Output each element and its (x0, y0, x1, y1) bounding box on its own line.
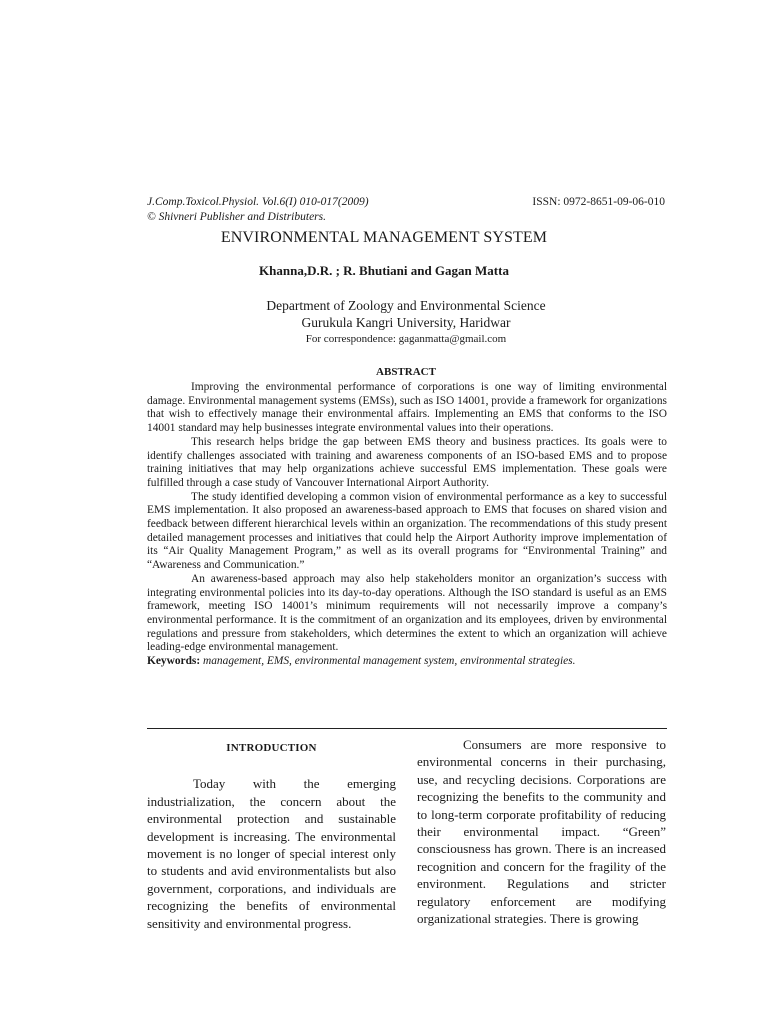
abstract-body (147, 381, 667, 669)
abstract-paragraph: Improving the environmental performance of corporations is one way of limiting environmental damage. Environmental management systems (EMSs), such as ISO 14001, provide a framework for organizations that wish to effectively manage their environmental affairs. Implementing an EMS that conforms to the ISO 14001 standard may help businesses integrate environmental values into their operations. (147, 381, 667, 435)
right-column (417, 736, 666, 927)
body-paragraph: Consumers are more responsive to environmental concerns in their purchasing, use, and recycling decisions. Corporations are recognizing the benefits to the community and to long-term corporate profitability of reducing their environmental impact. “Green” consciousness has grown. There is an increased recognition and concern for the fragility of the environment. Regulations and stricter regulatory enforcement are modifying organizational strategies. There is growing (417, 737, 666, 927)
abstract-heading: ABSTRACT (376, 366, 436, 378)
issn: ISSN: 0972-8651-09-06-010 (532, 196, 665, 208)
correspondence: For correspondence: gaganmatta@gmail.com (305, 333, 507, 345)
university: Gurukula Kangri University, Haridwar (301, 315, 511, 330)
keywords-label: Keywords: (147, 655, 201, 668)
publisher-line: © Shivneri Publisher and Distributers. (147, 211, 326, 223)
keywords (147, 655, 667, 669)
affiliation (0, 297, 768, 331)
department: Department of Zoology and Environmental Science (266, 298, 546, 313)
paper-title: ENVIRONMENTAL MANAGEMENT SYSTEM (220, 229, 548, 246)
introduction-paragraph: Today with the emerging industrialization, the concern about the environmental protection and sustainable development is increasing. The environmental movement is no longer of special interest only to students and avid environmentalists but also government, corporations, and individuals are recognizing the benefits of environmental sensitivity and environmental progress. (147, 776, 396, 931)
left-column (147, 736, 396, 932)
journal-citation (147, 195, 369, 225)
author-list: Khanna,D.R. ; R. Bhutiani and Gagan Matta (259, 263, 509, 278)
journal-reference: J.Comp.Toxicol.Physiol. Vol.6(I) 010-017(2009) (147, 196, 369, 208)
abstract-paragraph: The study identified developing a common vision of environmental performance as a key to successful EMS implementation. It also proposed an awareness-based approach to EMS that focuses on shared vision and feedback between different hierarchical levels within an organization. The recommendations of this study present detailed management processes and initiatives that could help the Airport Authority improve implementation of its “Air Quality Management Program,” as well as its overall programs for “Environmental Training” and “Awareness and Communication.” (147, 490, 667, 572)
abstract-paragraph: This research helps bridge the gap between EMS theory and business practices. Its goals were to identify challenges associated with training and awareness components of an ISO-based EMS and to propose training initiatives that may help organizations achieve successful EMS implementation. These goals were fulfilled through a case study of Vancouver International Airport Authority. (147, 435, 667, 489)
keywords-text: management, EMS, environmental management system, environmental strategies. (203, 655, 576, 668)
section-divider (147, 728, 667, 729)
abstract-paragraph: An awareness-based approach may also help stakeholders monitor an organization’s success with integrating environmental policies into its day-to-day operations. Although the ISO standard is useful as an EMS framework, meeting ISO 14001’s minimum requirements will not necessarily improve a company’s environmental performance. It is the commitment of an organization and its employees, driven by environmental regulations and pressure from stakeholders, which determines the extent to which an organization will achieve leading-edge environmental management. (147, 572, 667, 654)
introduction-heading: INTRODUCTION (226, 742, 317, 754)
